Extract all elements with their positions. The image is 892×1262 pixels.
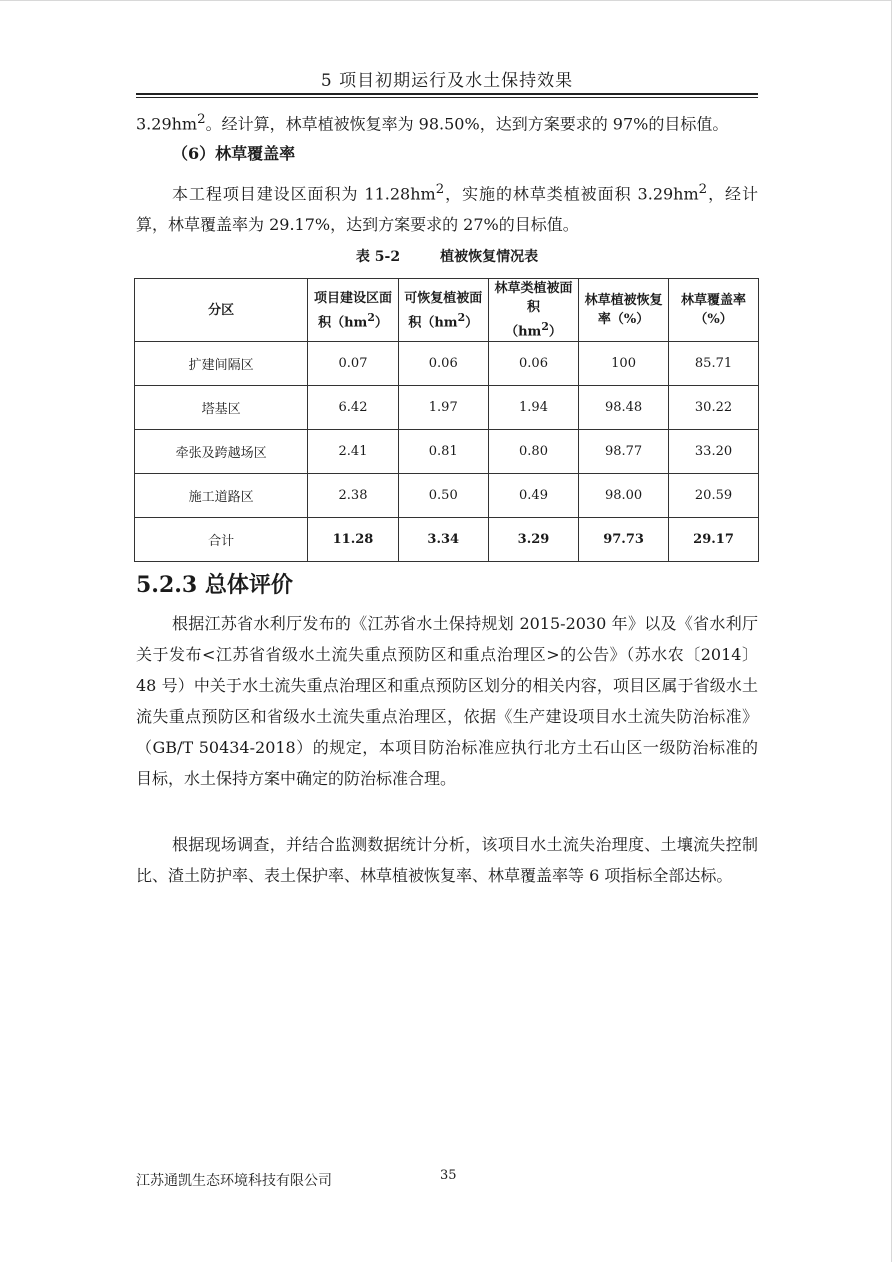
cell-coverage-rate: 30.22 — [669, 386, 759, 430]
table-total-row — [135, 518, 759, 562]
cell-zone: 施工道路区 — [135, 474, 308, 518]
cell-recovery-rate: 100 — [579, 342, 669, 386]
header-restorable-area-l3: ） — [465, 314, 479, 330]
evaluation-paragraph-1: 根据江苏省水利厅发布的《江苏省水土保持规划 2015-2030 年》以及《省水利厅关于发布<江苏省省级水土流失重点预防区和重点治理区>的公告》（苏水农〔2014〕48 号）中关于水土流失重点治理区和重点预防区划分的相关内容，项目区属于省级水土流失重点预防区和省级水土流失重点治理区，依据《生产建设项目水土流失防治标准》（GB/T 50434-2018）的规定，本项目防治标准应执行北方土石山区一级防治标准的目标，水土保持方案中确定的防治标准合理。 — [136, 614, 758, 788]
intro-paragraph — [136, 104, 758, 139]
cell-restorable-area: 0.50 — [398, 474, 488, 518]
header-vegetation-area-l3: ） — [548, 324, 562, 340]
header-restorable-area-sup: 2 — [457, 310, 466, 324]
header-project-area-l3: ） — [374, 314, 388, 330]
cell-recovery-rate: 98.48 — [579, 386, 669, 430]
header-vegetation-area-l1: 林草类植被面积 — [494, 281, 573, 315]
cell-vegetation-area: 0.80 — [488, 430, 578, 474]
header-coverage-rate — [669, 279, 759, 342]
coverage-sup-1: 2 — [435, 182, 445, 197]
section-heading: 5.2.3 总体评价 — [136, 572, 293, 598]
header-rule-thick — [136, 93, 758, 95]
header-vegetation-area-l2: （hm — [505, 324, 542, 340]
cell-project-area: 2.38 — [308, 474, 398, 518]
cell-project-area: 11.28 — [308, 518, 398, 562]
cell-vegetation-area: 0.06 — [488, 342, 578, 386]
table-header-row — [135, 279, 759, 342]
cell-coverage-rate: 85.71 — [669, 342, 759, 386]
intro-text-b: 。经计算，林草植被恢复率为 98.50%，达到方案要求的 97%的目标值。 — [205, 114, 729, 134]
cell-coverage-rate: 29.17 — [669, 518, 759, 562]
table-row — [135, 342, 759, 386]
header-vegetation-area — [488, 279, 578, 342]
vegetation-recovery-table — [134, 278, 759, 562]
cell-project-area: 0.07 — [308, 342, 398, 386]
header-restorable-area-l2: 积（hm — [408, 314, 458, 330]
header-project-area — [308, 279, 398, 342]
coverage-text-1: 本工程项目建设区面积为 11.28hm — [172, 184, 436, 204]
running-header: 5 项目初期运行及水土保持效果 — [320, 71, 574, 91]
cell-zone: 合计 — [135, 518, 308, 562]
cell-vegetation-area: 0.49 — [488, 474, 578, 518]
header-recovery-rate — [579, 279, 669, 342]
header-recovery-rate-l1: 林草植被恢复 — [584, 293, 663, 309]
cell-project-area: 2.41 — [308, 430, 398, 474]
table-caption-title: 植被恢复情况表 — [440, 249, 539, 265]
cell-restorable-area: 1.97 — [398, 386, 488, 430]
header-restorable-area — [398, 279, 488, 342]
cell-restorable-area: 3.34 — [398, 518, 488, 562]
header-zone: 分区 — [135, 279, 308, 342]
table-caption — [136, 246, 758, 266]
table-row — [135, 474, 759, 518]
table-caption-number: 表 5-2 — [355, 249, 401, 265]
coverage-text-2: ，实施的林草类植被面积 3.29hm — [444, 184, 699, 204]
cell-recovery-rate: 98.77 — [579, 430, 669, 474]
coverage-text-3: ，经计算，林草覆盖率为 29.17%，达到方案要求的 27%的目标值。 — [136, 184, 758, 235]
page-number: 35 — [440, 1168, 457, 1183]
header-rule-thin — [136, 97, 758, 98]
header-vegetation-area-sup: 2 — [541, 320, 549, 333]
cell-zone: 牵张及跨越场区 — [135, 430, 308, 474]
cell-coverage-rate: 20.59 — [669, 474, 759, 518]
cell-coverage-rate: 33.20 — [669, 430, 759, 474]
header-recovery-rate-l2: 率（%） — [597, 312, 650, 328]
header-coverage-rate-l2: （%） — [694, 312, 733, 328]
intro-sup: 2 — [197, 112, 206, 127]
cell-restorable-area: 0.81 — [398, 430, 488, 474]
footer-company: 江苏通凯生态环境科技有限公司 — [136, 1173, 332, 1189]
subsection-heading: （6）林草覆盖率 — [172, 144, 296, 163]
cell-recovery-rate: 98.00 — [579, 474, 669, 518]
table-row — [135, 430, 759, 474]
header-project-area-l1: 项目建设区面 — [313, 290, 392, 306]
evaluation-paragraph-2: 根据现场调查，并结合监测数据统计分析，该项目水土流失治理度、土壤流失控制比、渣土防护率、表土保护率、林草植被恢复率、林草覆盖率等 6 项指标全部达标。 — [136, 835, 758, 885]
coverage-sup-2: 2 — [698, 182, 708, 197]
cell-vegetation-area: 3.29 — [488, 518, 578, 562]
header-project-area-sup: 2 — [367, 310, 375, 324]
page-border-top — [0, 0, 892, 1]
table-row — [135, 386, 759, 430]
cell-vegetation-area: 1.94 — [488, 386, 578, 430]
header-project-area-l2: 积（hm — [318, 314, 368, 330]
coverage-paragraph — [136, 174, 758, 240]
cell-recovery-rate: 97.73 — [579, 518, 669, 562]
cell-restorable-area: 0.06 — [398, 342, 488, 386]
intro-text-a: 3.29hm — [136, 114, 198, 134]
cell-zone: 塔基区 — [135, 386, 308, 430]
header-restorable-area-l1: 可恢复植被面 — [404, 290, 483, 306]
header-coverage-rate-l1: 林草覆盖率 — [681, 293, 747, 309]
cell-project-area: 6.42 — [308, 386, 398, 430]
cell-zone: 扩建间隔区 — [135, 342, 308, 386]
